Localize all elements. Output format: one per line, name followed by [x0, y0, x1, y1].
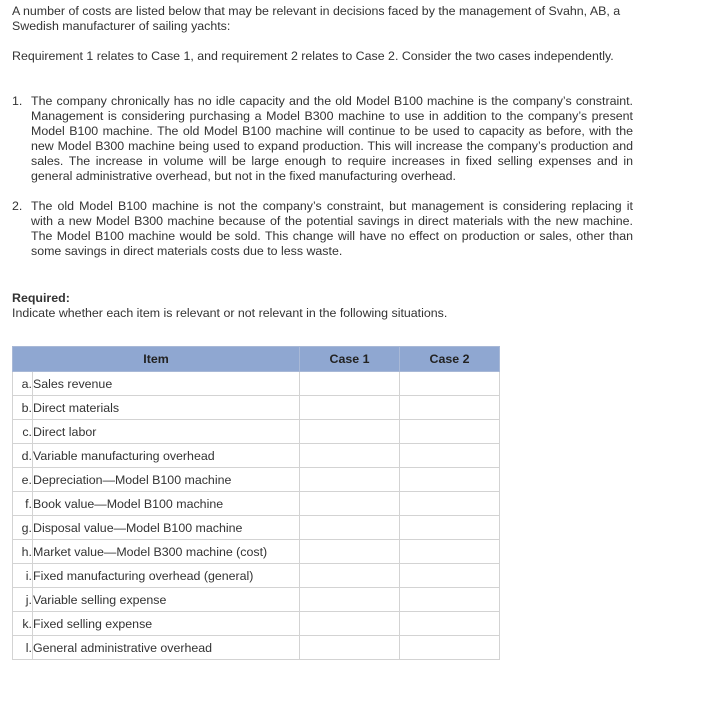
table-row: [13, 564, 500, 588]
case-2-answer-cell[interactable]: [400, 540, 500, 564]
item-label: Direct materials: [33, 396, 300, 420]
case-description: The old Model B100 machine is not the company’s constraint, but management is considering replacing it with a new Model B300 machine because of the potential savings in direct materials with the new machine. The Model B100 machine would be sold. This change will have no effect on production or sales, other than some savings in direct materials costs due to less waste.: [31, 199, 633, 258]
table-row: [13, 420, 500, 444]
item-letter: j.: [13, 588, 33, 612]
case-1-answer-cell[interactable]: [300, 636, 400, 660]
case-1-answer-cell[interactable]: [300, 444, 400, 468]
case-1-answer-cell[interactable]: [300, 564, 400, 588]
case-2-answer-cell[interactable]: [400, 468, 500, 492]
item-label: Market value—Model B300 machine (cost): [33, 540, 300, 564]
item-label: Book value—Model B100 machine: [33, 492, 300, 516]
case-list: [12, 94, 633, 259]
table-body: [13, 372, 500, 660]
case-1-column-header: Case 1: [300, 347, 400, 372]
case-2-answer-cell[interactable]: [400, 564, 500, 588]
item-label: Sales revenue: [33, 372, 300, 396]
table-row: [13, 588, 500, 612]
item-letter: i.: [13, 564, 33, 588]
case-number: 1.: [12, 94, 23, 108]
case-2-answer-cell[interactable]: [400, 396, 500, 420]
table-row: [13, 636, 500, 660]
item-letter: e.: [13, 468, 33, 492]
table-row: [13, 612, 500, 636]
case-1-item: [12, 94, 633, 184]
case-2-answer-cell[interactable]: [400, 372, 500, 396]
table-row: [13, 468, 500, 492]
table-row: [13, 540, 500, 564]
case-2-answer-cell[interactable]: [400, 588, 500, 612]
case-2-answer-cell[interactable]: [400, 444, 500, 468]
case-2-answer-cell[interactable]: [400, 516, 500, 540]
item-label: Fixed manufacturing overhead (general): [33, 564, 300, 588]
case-1-answer-cell[interactable]: [300, 540, 400, 564]
item-letter: h.: [13, 540, 33, 564]
case-2-item: [12, 199, 633, 259]
required-instruction: Indicate whether each item is relevant or not relevant in the following situations.: [12, 306, 448, 320]
case-1-answer-cell[interactable]: [300, 396, 400, 420]
case-2-answer-cell[interactable]: [400, 492, 500, 516]
item-label: Variable manufacturing overhead: [33, 444, 300, 468]
item-label: General administrative overhead: [33, 636, 300, 660]
case-1-answer-cell[interactable]: [300, 516, 400, 540]
item-label: Fixed selling expense: [33, 612, 300, 636]
case-1-answer-cell[interactable]: [300, 420, 400, 444]
case-2-answer-cell[interactable]: [400, 636, 500, 660]
item-letter: b.: [13, 396, 33, 420]
case-number: 2.: [12, 199, 23, 213]
table-row: [13, 372, 500, 396]
item-letter: a.: [13, 372, 33, 396]
table-header-row: [13, 347, 500, 372]
item-label: Variable selling expense: [33, 588, 300, 612]
item-letter: d.: [13, 444, 33, 468]
table-row: [13, 396, 500, 420]
table-row: [13, 492, 500, 516]
case-1-answer-cell[interactable]: [300, 372, 400, 396]
case-1-answer-cell[interactable]: [300, 468, 400, 492]
table-row: [13, 516, 500, 540]
item-letter: f.: [13, 492, 33, 516]
relevance-table: [12, 346, 500, 660]
item-label: Direct labor: [33, 420, 300, 444]
required-heading: Required:: [12, 291, 70, 305]
item-letter: l.: [13, 636, 33, 660]
item-column-header: Item: [13, 347, 300, 372]
case-2-answer-cell[interactable]: [400, 612, 500, 636]
case-1-answer-cell[interactable]: [300, 588, 400, 612]
item-letter: k.: [13, 612, 33, 636]
case-2-answer-cell[interactable]: [400, 420, 500, 444]
item-letter: c.: [13, 420, 33, 444]
table-row: [13, 444, 500, 468]
item-label: Depreciation—Model B100 machine: [33, 468, 300, 492]
case-2-column-header: Case 2: [400, 347, 500, 372]
item-letter: g.: [13, 516, 33, 540]
case-1-answer-cell[interactable]: [300, 612, 400, 636]
case-description: The company chronically has no idle capacity and the old Model B100 machine is the company’s constraint. Management is considering purchasing a Model B300 machine to use in addition to the company’s present Model B100 machine. The old Model B100 machine will continue to be used to capacity as before, with the new Model B300 machine being used to expand production. This will increase the company’s production and sales. The increase in volume will be large enough to require increases in fixed selling expenses and in general administrative overhead, but not in the fixed manufacturing overhead.: [31, 94, 633, 183]
requirements-relation-text: Requirement 1 relates to Case 1, and requirement 2 relates to Case 2. Consider the two cases independently.: [12, 49, 614, 63]
case-1-answer-cell[interactable]: [300, 492, 400, 516]
item-label: Disposal value—Model B100 machine: [33, 516, 300, 540]
intro-text: A number of costs are listed below that may be relevant in decisions faced by the management of Svahn, AB, a Swedish manufacturer of sailing yachts:: [12, 4, 621, 33]
